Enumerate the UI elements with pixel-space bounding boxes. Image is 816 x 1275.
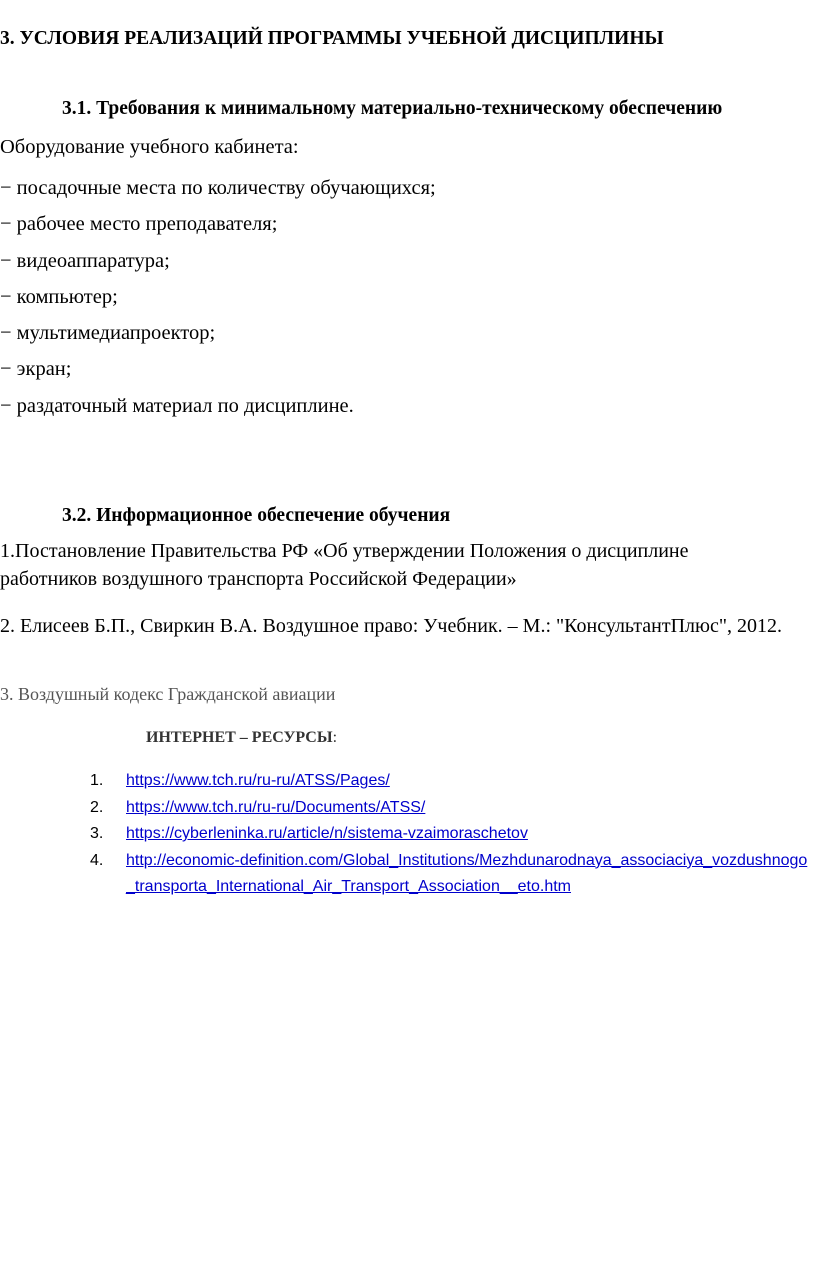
list-item: − раздаточный материал по дисциплине. xyxy=(0,394,354,417)
list-item: − мультимедиапроектор; xyxy=(0,322,216,345)
link-number: 3. xyxy=(90,825,104,842)
resource-link[interactable]: https://www.tch.ru/ru-ru/Documents/ATSS/ xyxy=(126,798,426,816)
internet-resources-heading xyxy=(146,729,337,747)
list-item: − видеоаппаратура; xyxy=(0,249,170,272)
reference-item: 2. Елисеев Б.П., Свиркин В.А. Воздушное право: Учебник. – М.: "КонсультантПлюс", 2012. xyxy=(0,615,782,637)
equipment-list xyxy=(0,170,436,424)
list-item: − посадочные места по количеству обучающихся; xyxy=(0,177,436,199)
link-number: 1. xyxy=(90,772,104,789)
list-item: − экран; xyxy=(0,358,72,381)
internet-heading-text: ИНТЕРНЕТ – РЕСУРСЫ xyxy=(146,729,333,746)
equipment-intro: Оборудование учебного кабинета: xyxy=(0,136,299,158)
resource-link[interactable]: https://cyberleninka.ru/article/n/sistema-vzaimoraschetov xyxy=(126,825,528,842)
list-item: − компьютер; xyxy=(0,285,118,308)
link-number: 2. xyxy=(90,798,104,816)
reference-item: 3. Воздушный кодекс Гражданской авиации xyxy=(0,684,336,704)
subsection-title-requirements: 3.1. Требования к минимальному материально-техническому обеспечению xyxy=(62,98,723,119)
section-title: 3. УСЛОВИЯ РЕАЛИЗАЦИЙ ПРОГРАММЫ УЧЕБНОЙ ДИСЦИПЛИНЫ xyxy=(0,28,664,49)
reference-item: 1.Постановление Правительства РФ «Об утверждении Положения о дисциплине работников воздушного транспорта Российской Федерации» xyxy=(0,540,689,590)
resource-link[interactable]: http://economic-definition.com/Global_Institutions/Mezhdunarodnaya_associaciya_vozdushnogo_transporta_International_Air_Transport_Association__eto.htm xyxy=(126,851,808,895)
link-number: 4. xyxy=(90,851,104,869)
link-item xyxy=(90,848,810,900)
resource-link[interactable]: https://www.tch.ru/ru-ru/ATSS/Pages/ xyxy=(126,772,390,789)
link-item xyxy=(90,821,810,847)
subsection-title-information: 3.2. Информационное обеспечение обучения xyxy=(62,505,451,526)
link-item xyxy=(90,795,810,821)
internet-links-list xyxy=(90,768,810,900)
list-item: − рабочее место преподавателя; xyxy=(0,213,278,236)
link-item xyxy=(90,768,810,794)
internet-heading-colon: : xyxy=(332,729,338,746)
